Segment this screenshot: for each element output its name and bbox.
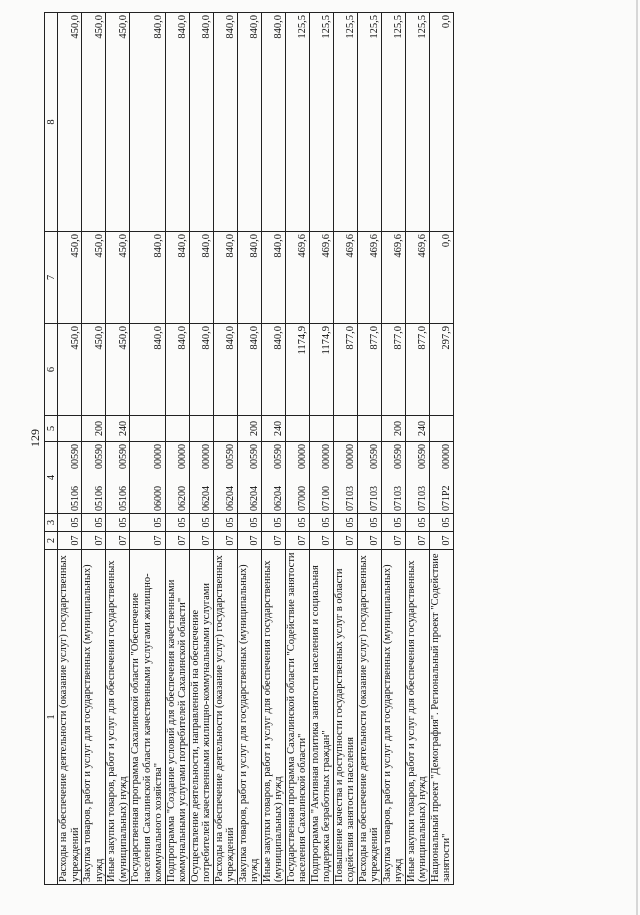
value-col7-cell: 840,0 [130,231,166,323]
target-article-cell [261,441,285,513]
subsection-code-cell: 05 [237,513,261,531]
value-col7-cell: 450,0 [106,231,130,323]
subsection-code-cell: 05 [309,513,333,531]
row-name-cell: Расходы на обеспечение деятельности (оказание услуг) государственных учреждений [213,549,237,884]
expense-type-cell: 200 [381,415,405,441]
expense-type-cell [333,415,357,441]
value-col6-cell: 877,0 [333,323,357,415]
value-col6-cell: 1174,9 [309,323,333,415]
row-name-cell: Закупка товаров, работ и услуг для государственных (муниципальных) нужд [381,549,405,884]
target-article-part-a: 06000 [153,485,164,511]
row-name-cell: Закупка товаров, работ и услуг для государственных (муниципальных) нужд [237,549,261,884]
expense-type-cell [165,415,189,441]
row-name-cell: Расходы на обеспечение деятельности (оказание услуг) государственных учреждений [58,549,82,884]
header-cell: 5 [45,415,58,441]
value-col6-cell: 840,0 [130,323,166,415]
value-col6-cell: 450,0 [106,323,130,415]
target-article-cell [429,441,453,513]
subsection-code-cell: 05 [165,513,189,531]
row-name-cell: Расходы на обеспечение деятельности (оказание услуг) государственных учреждений [357,549,381,884]
row-name-cell: Иные закупки товаров, работ и услуг для обеспечения государственных (муниципальных) нужд [261,549,285,884]
header-cell: 3 [45,513,58,531]
target-article-part-b: 00590 [417,443,428,469]
row-name-cell: Государственная программа Сахалинской области "Содействие занятости населения Сахалинской области" [285,549,309,884]
expense-type-cell [213,415,237,441]
target-article-cell [285,441,309,513]
target-article-cell [213,441,237,513]
table-row [130,12,166,884]
table-row [237,12,261,884]
header-cell: 2 [45,531,58,549]
target-article-part-b: 00000 [345,443,356,469]
target-article-part-b: 00590 [393,443,404,469]
header-cell: 1 [45,549,58,884]
target-article-part-a: 071P2 [441,484,452,511]
section-code-cell: 07 [82,531,106,549]
value-col8-cell: 125,5 [309,12,333,231]
target-article-part-b: 00000 [441,443,452,469]
target-article-part-a: 06204 [249,485,260,511]
target-article-part-b: 00000 [153,443,164,469]
value-col8-cell: 125,5 [285,12,309,231]
target-article-cell [106,441,130,513]
table-row [189,12,213,884]
target-article-cell [237,441,261,513]
row-name-cell: Осуществление деятельности, направленной на обеспечение потребителей качественными жилищно-коммунальными услугами [189,549,213,884]
expense-type-cell [309,415,333,441]
section-code-cell: 07 [357,531,381,549]
subsection-code-cell: 05 [333,513,357,531]
target-article-part-b: 00000 [201,443,212,469]
subsection-code-cell: 05 [381,513,405,531]
section-code-cell: 07 [58,531,82,549]
value-col7-cell: 469,6 [309,231,333,323]
target-article-part-a: 06204 [225,485,236,511]
target-article-cell [405,441,429,513]
value-col8-cell: 450,0 [82,12,106,231]
target-article-part-a: 07000 [297,485,308,511]
table-row [165,12,189,884]
row-name-cell: Закупка товаров, работ и услуг для государственных (муниципальных) нужд [82,549,106,884]
target-article-part-b: 00000 [321,443,332,469]
subsection-code-cell: 05 [261,513,285,531]
value-col6-cell: 840,0 [213,323,237,415]
value-col7-cell: 469,6 [405,231,429,323]
section-code-cell: 07 [429,531,453,549]
row-name-cell: Повышение качества и доступности государственных услуг в области содействия занятости населения [333,549,357,884]
target-article-part-b: 00590 [273,443,284,469]
section-code-cell: 07 [261,531,285,549]
value-col7-cell: 469,6 [381,231,405,323]
value-col7-cell: 450,0 [82,231,106,323]
section-code-cell: 07 [165,531,189,549]
expense-type-cell: 240 [106,415,130,441]
section-code-cell: 07 [213,531,237,549]
target-article-part-a: 06204 [273,485,284,511]
header-cell: 4 [45,441,58,513]
subsection-code-cell: 05 [58,513,82,531]
expense-type-cell: 240 [405,415,429,441]
value-col7-cell: 840,0 [237,231,261,323]
target-article-cell [189,441,213,513]
subsection-code-cell: 05 [82,513,106,531]
expense-type-cell [189,415,213,441]
table-row [213,12,237,884]
table-row [106,12,130,884]
value-col7-cell: 0,0 [429,231,453,323]
table-row [285,12,309,884]
row-name-cell: Иные закупки товаров, работ и услуг для обеспечения государственных (муниципальных) нужд [106,549,130,884]
table-row [333,12,357,884]
value-col8-cell: 0,0 [429,12,453,231]
value-col6-cell: 450,0 [82,323,106,415]
target-article-cell [357,441,381,513]
value-col7-cell: 840,0 [261,231,285,323]
subsection-code-cell: 05 [429,513,453,531]
value-col7-cell: 840,0 [189,231,213,323]
expense-type-cell [58,415,82,441]
expense-type-cell [357,415,381,441]
value-col6-cell: 297,9 [429,323,453,415]
header-cell: 7 [45,231,58,323]
value-col8-cell: 125,5 [381,12,405,231]
target-article-part-b: 00590 [249,443,260,469]
row-name-cell: Государственная программа Сахалинской области "Обеспечение населения Сахалинской области качественными услугами жилищно-коммунального хозяйства" [130,549,166,884]
section-code-cell: 07 [381,531,405,549]
expense-type-cell: 200 [82,415,106,441]
value-col8-cell: 840,0 [237,12,261,231]
value-col8-cell: 125,5 [333,12,357,231]
value-col7-cell: 469,6 [285,231,309,323]
target-article-part-a: 05106 [69,485,81,511]
expense-type-cell [130,415,166,441]
target-article-part-a: 06200 [177,485,188,511]
header-row [45,12,58,884]
table-row [261,12,285,884]
header-cell: 8 [45,12,58,231]
value-col6-cell: 840,0 [189,323,213,415]
target-article-part-b: 00590 [117,443,129,469]
table-body [58,12,454,884]
table-row [429,12,453,884]
value-col8-cell: 840,0 [189,12,213,231]
target-article-cell [130,441,166,513]
value-col7-cell: 469,6 [333,231,357,323]
target-article-part-b: 00000 [177,443,188,469]
subsection-code-cell: 05 [106,513,130,531]
section-code-cell: 07 [106,531,130,549]
target-article-part-a: 06204 [201,485,212,511]
target-article-part-a: 05106 [117,485,129,511]
row-name-cell: Национальный проект "Демография". Региональный проект "Содействие занятости" [429,549,453,884]
expense-type-cell [285,415,309,441]
value-col6-cell: 840,0 [261,323,285,415]
value-col8-cell: 840,0 [165,12,189,231]
table-row [58,12,82,884]
page-number: 129 [28,428,42,447]
target-article-cell [333,441,357,513]
expense-type-cell: 240 [261,415,285,441]
target-article-part-b: 00590 [69,443,81,469]
value-col7-cell: 450,0 [58,231,82,323]
target-article-cell [82,441,106,513]
value-col6-cell: 840,0 [165,323,189,415]
value-col7-cell: 840,0 [213,231,237,323]
value-col8-cell: 125,5 [405,12,429,231]
table-row [309,12,333,884]
value-col8-cell: 450,0 [106,12,130,231]
value-col8-cell: 450,0 [58,12,82,231]
expense-type-cell: 200 [237,415,261,441]
value-col8-cell: 125,5 [357,12,381,231]
subsection-code-cell: 05 [405,513,429,531]
target-article-part-a: 07103 [393,485,404,511]
target-article-part-a: 07100 [321,485,332,511]
subsection-code-cell: 05 [357,513,381,531]
value-col6-cell: 877,0 [381,323,405,415]
section-code-cell: 07 [130,531,166,549]
target-article-cell [309,441,333,513]
value-col6-cell: 877,0 [405,323,429,415]
section-code-cell: 07 [333,531,357,549]
target-article-part-b: 00590 [225,443,236,469]
section-code-cell: 07 [309,531,333,549]
value-col8-cell: 840,0 [261,12,285,231]
table-row [381,12,405,884]
value-col7-cell: 469,6 [357,231,381,323]
target-article-cell [381,441,405,513]
row-name-cell: Подпрограмма "Создание условий для обеспечения качественными коммунальными услугами потребителей Сахалинской области" [165,549,189,884]
document-page [28,14,612,893]
value-col6-cell: 450,0 [58,323,82,415]
value-col7-cell: 840,0 [165,231,189,323]
subsection-code-cell: 05 [130,513,166,531]
section-code-cell: 07 [405,531,429,549]
section-code-cell: 07 [237,531,261,549]
target-article-part-b: 00000 [297,443,308,469]
expense-type-cell [429,415,453,441]
section-code-cell: 07 [189,531,213,549]
target-article-part-a: 05106 [93,485,105,511]
target-article-part-b: 00590 [369,443,380,469]
rotated-page [28,14,612,893]
subsection-code-cell: 05 [213,513,237,531]
subsection-code-cell: 05 [189,513,213,531]
row-name-cell: Подпрограмма "Активная политика занятости населения и социальная поддержка безработных граждан" [309,549,333,884]
value-col8-cell: 840,0 [130,12,166,231]
scan-edge [636,0,638,915]
table-row [82,12,106,884]
value-col6-cell: 1174,9 [285,323,309,415]
table-row [357,12,381,884]
value-col8-cell: 840,0 [213,12,237,231]
section-code-cell: 07 [285,531,309,549]
target-article-cell [58,441,82,513]
target-article-part-a: 07103 [417,485,428,511]
header-cell: 6 [45,323,58,415]
value-col6-cell: 840,0 [237,323,261,415]
target-article-part-b: 00590 [93,443,105,469]
subsection-code-cell: 05 [285,513,309,531]
row-name-cell: Иные закупки товаров, работ и услуг для обеспечения государственных (муниципальных) нужд [405,549,429,884]
target-article-part-a: 07103 [345,485,356,511]
table-row [405,12,429,884]
value-col6-cell: 877,0 [357,323,381,415]
target-article-cell [165,441,189,513]
target-article-part-a: 07103 [369,485,380,511]
budget-table [44,12,454,885]
